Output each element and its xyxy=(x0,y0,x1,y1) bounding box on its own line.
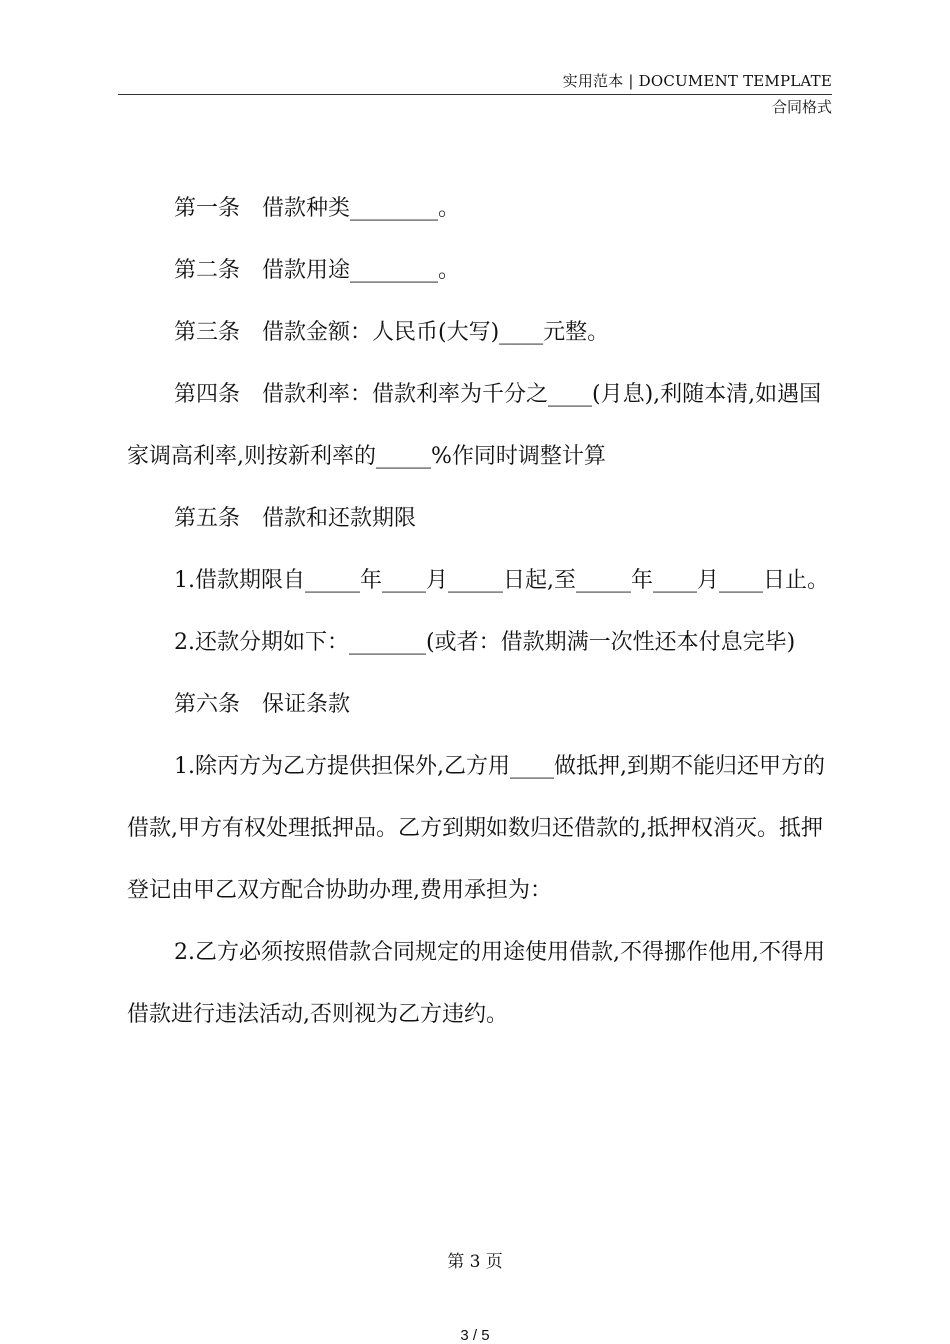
article-5-item-1: 1.借款期限自_____年____月_____日起,至_____年____月____日止。 xyxy=(174,568,829,593)
header-title: 实用范本 | DOCUMENT TEMPLATE xyxy=(562,72,832,90)
article-3: 第三条 借款金额：人民币(大写)____元整。 xyxy=(174,320,610,345)
page-header xyxy=(118,68,832,95)
page-count: 3 / 5 xyxy=(460,1327,490,1344)
article-5-item-2: 2.还款分期如下：_______(或者：借款期满一次性还本付息完毕) xyxy=(174,630,796,655)
article-5: 第五条 借款和还款期限 xyxy=(174,506,417,531)
article-6-item-1: 1.除丙方为乙方提供担保外,乙方用____做抵押,到期不能归还甲方的借款,甲方有权处理抵押品。乙方到期如数归还借款的,抵押权消灭。抵押登记由甲乙双方配合协助办理,费用承担为： xyxy=(127,754,825,903)
document-body xyxy=(127,178,833,1046)
article-6-item-2: 2.乙方必须按照借款合同规定的用途使用借款,不得挪作他用,不得用借款进行违法活动,否则视为乙方违约。 xyxy=(127,940,825,1027)
article-2: 第二条 借款用途________。 xyxy=(174,258,461,283)
article-4: 第四条 借款利率：借款利率为千分之____(月息),利随本清,如遇国家调高利率,则按新利率的_____%作同时调整计算 xyxy=(127,382,822,469)
header-subtitle: 合同格式 xyxy=(771,98,832,116)
article-6: 第六条 保证条款 xyxy=(174,692,351,717)
page-number: 第 3 页 xyxy=(447,1252,503,1272)
article-1: 第一条 借款种类________。 xyxy=(174,196,461,221)
